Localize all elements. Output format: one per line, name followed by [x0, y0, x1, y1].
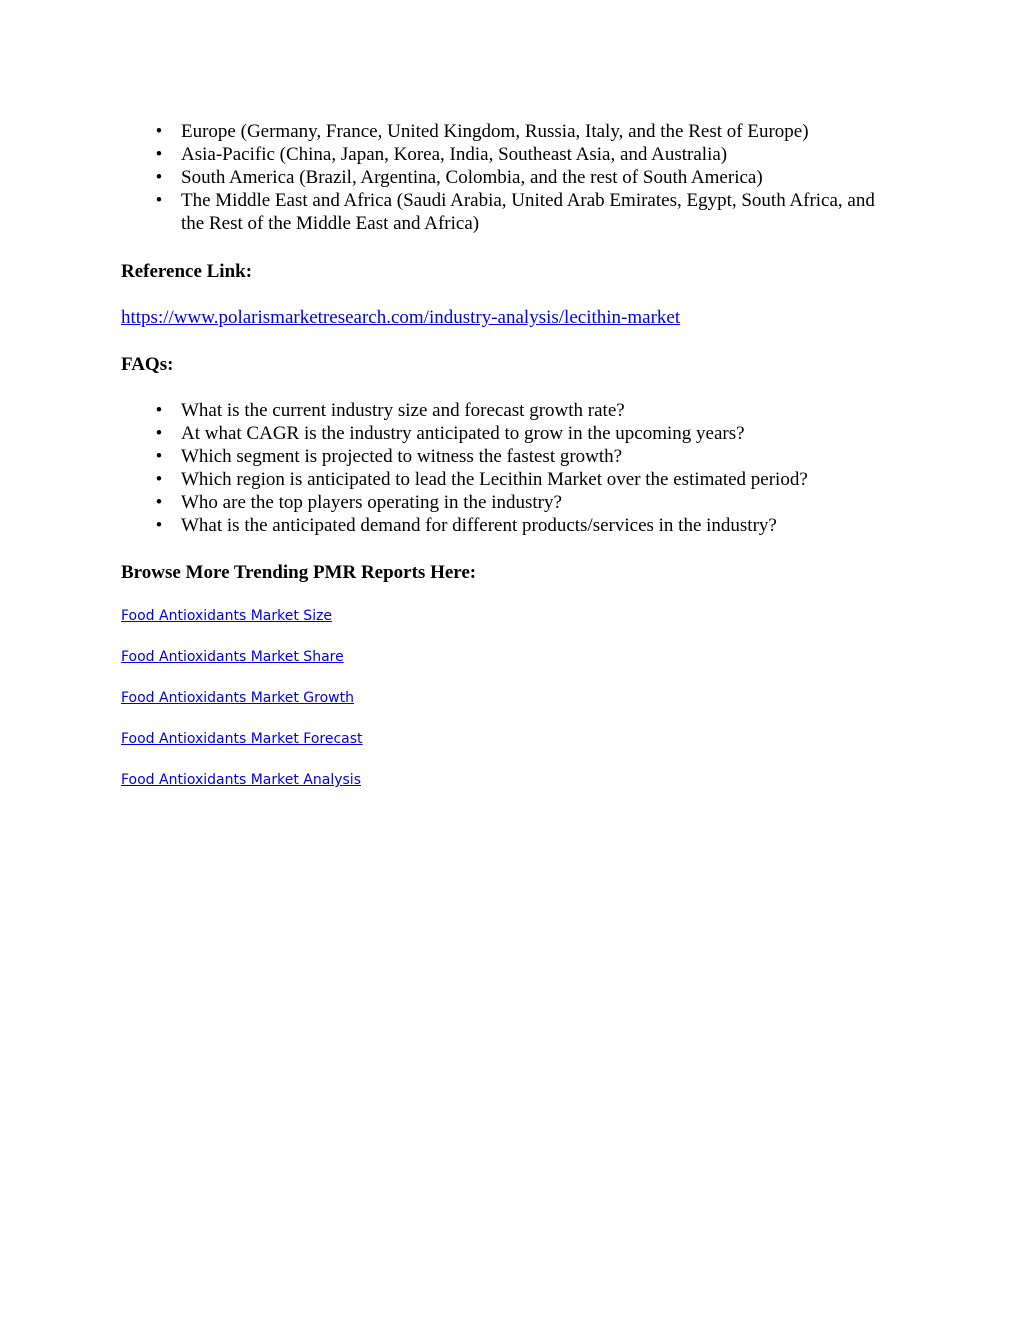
- list-item: [121, 399, 891, 422]
- bullet-icon: •: [155, 400, 163, 421]
- region-text: South America (Brazil, Argentina, Colombia, and the rest of South America): [181, 167, 763, 188]
- bullet-icon: •: [155, 515, 163, 536]
- list-item: [121, 189, 891, 235]
- list-item: [121, 491, 891, 514]
- report-link-growth[interactable]: Food Antioxidants Market Growth: [121, 690, 354, 706]
- faq-text: What is the current industry size and forecast growth rate?: [181, 400, 625, 421]
- list-item: [121, 445, 891, 468]
- bullet-icon: •: [155, 144, 163, 165]
- bullet-icon: •: [155, 167, 163, 188]
- list-item: [121, 422, 891, 445]
- region-text: Asia-Pacific (China, Japan, Korea, India, Southeast Asia, and Australia): [181, 144, 728, 165]
- faq-text: At what CAGR is the industry anticipated to grow in the upcoming years?: [181, 423, 745, 444]
- bullet-icon: •: [155, 492, 163, 513]
- bullet-icon: •: [155, 469, 163, 490]
- report-link-forecast[interactable]: Food Antioxidants Market Forecast: [121, 731, 363, 747]
- region-text: The Middle East and Africa (Saudi Arabia, United Arab Emirates, Egypt, South Africa, and the Rest of the Middle East and Africa): [181, 190, 875, 234]
- report-link-analysis[interactable]: Food Antioxidants Market Analysis: [121, 772, 361, 788]
- bullet-icon: •: [155, 121, 163, 142]
- regions-list: [121, 120, 921, 235]
- faq-list: [121, 399, 891, 537]
- bullet-icon: •: [155, 190, 163, 211]
- list-item: [121, 166, 891, 189]
- list-item: [121, 468, 891, 491]
- reference-heading: Reference Link:: [121, 261, 253, 282]
- bullet-icon: •: [155, 446, 163, 467]
- faq-text: Who are the top players operating in the industry?: [181, 492, 562, 513]
- list-item: [121, 514, 891, 537]
- faqs-heading: FAQs:: [121, 354, 174, 375]
- browse-heading: Browse More Trending PMR Reports Here:: [121, 562, 477, 583]
- region-text: Europe (Germany, France, United Kingdom, Russia, Italy, and the Rest of Europe): [181, 121, 809, 142]
- report-link-size[interactable]: Food Antioxidants Market Size: [121, 608, 333, 624]
- list-item: [121, 120, 891, 143]
- faq-text: Which region is anticipated to lead the Lecithin Market over the estimated period?: [181, 469, 808, 490]
- list-item: [121, 143, 891, 166]
- report-link-share[interactable]: Food Antioxidants Market Share: [121, 649, 344, 665]
- reference-link[interactable]: https://www.polarismarketresearch.com/industry-analysis/lecithin-market: [121, 307, 681, 328]
- faq-text: Which segment is projected to witness the fastest growth?: [181, 446, 623, 467]
- faq-text: What is the anticipated demand for different products/services in the industry?: [181, 515, 777, 536]
- bullet-icon: •: [155, 423, 163, 444]
